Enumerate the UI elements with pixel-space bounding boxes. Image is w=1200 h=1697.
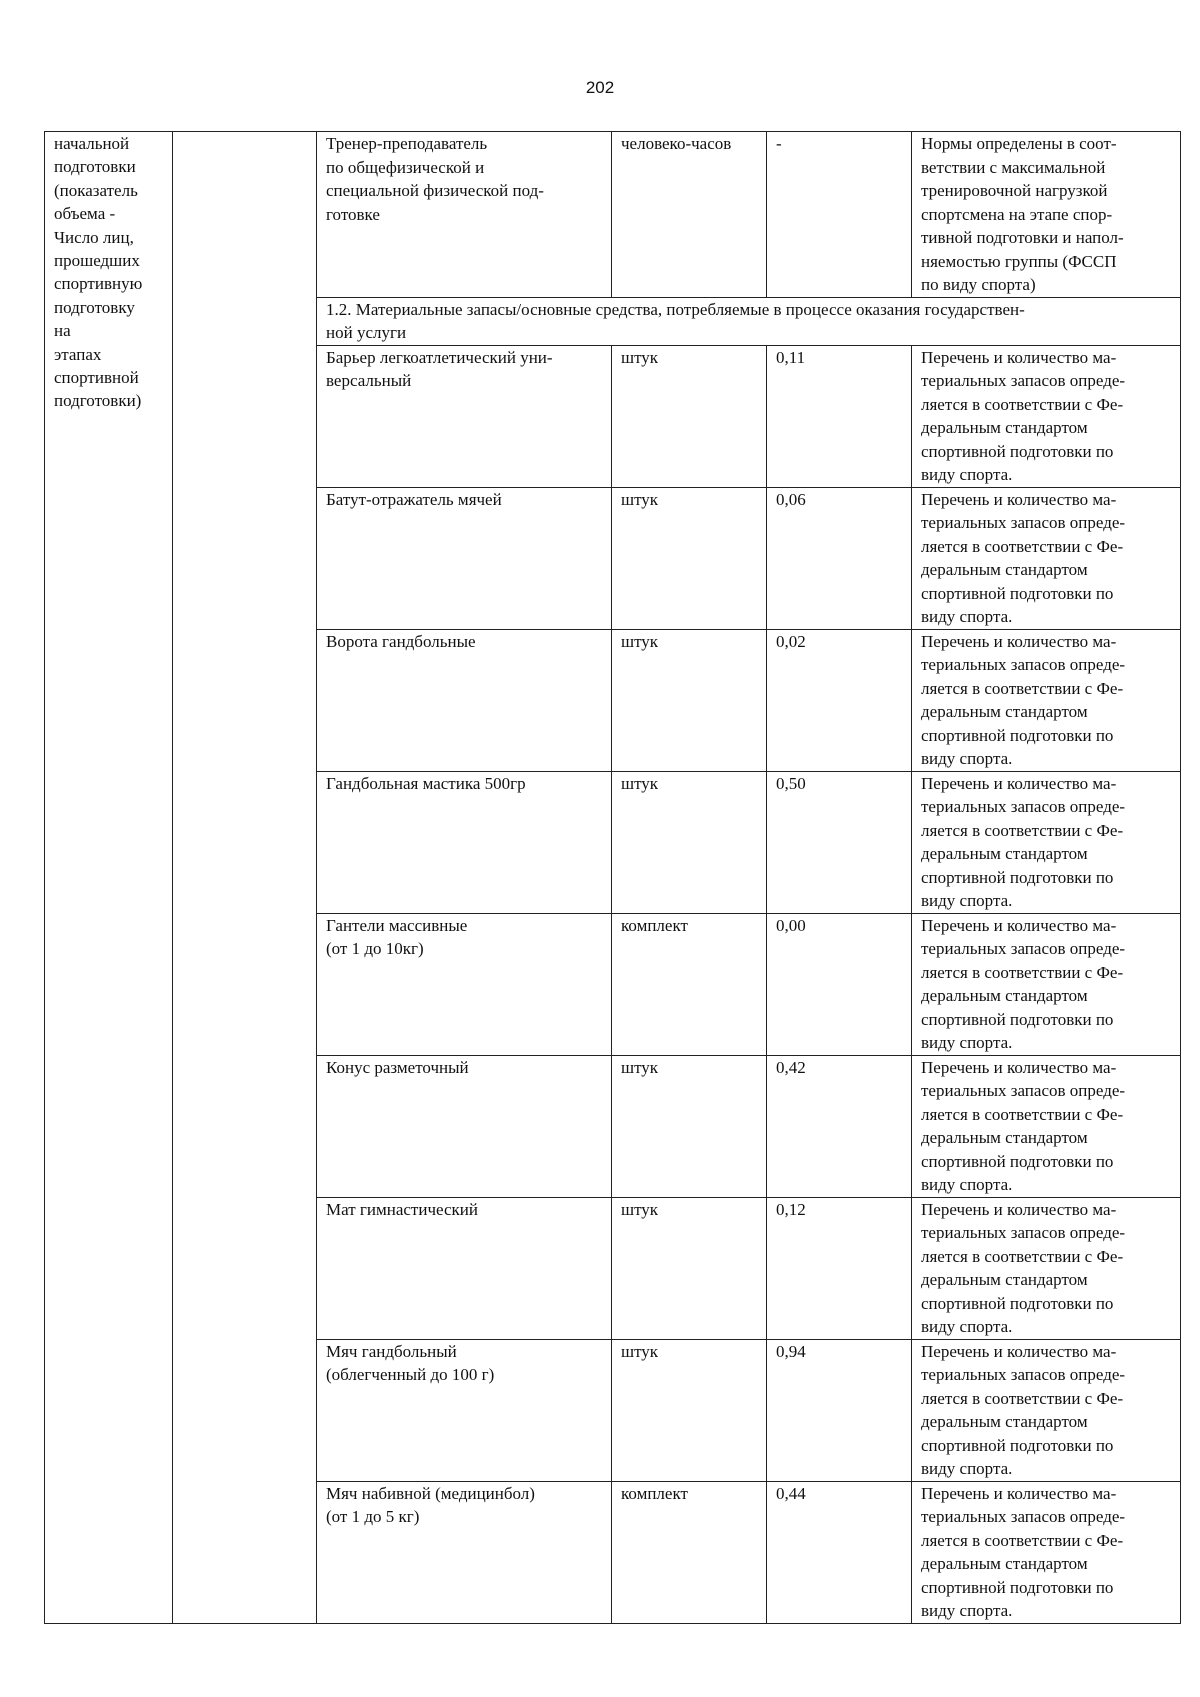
text-line: Мяч набивной (медицинбол): [326, 1483, 535, 1503]
text-line: спортивной подготовки по: [921, 583, 1114, 603]
text-line: Тренер-преподаватель: [326, 134, 488, 153]
unit-text: комплект: [621, 915, 688, 935]
text-line: Перечень и количество ма-: [921, 915, 1117, 935]
value-cell: [767, 1481, 912, 1623]
text-line: спортивную: [54, 274, 143, 294]
note-cell: [912, 1055, 1181, 1197]
text-line: спортивной подготовки по: [921, 1435, 1114, 1455]
text-line: виду спорта.: [921, 1601, 1013, 1620]
text-line: деральным стандартом: [921, 1554, 1088, 1573]
text-line: Ворота гандбольные: [326, 631, 476, 651]
note-cell: [912, 1339, 1181, 1481]
text-line: Число лиц,: [54, 227, 134, 247]
text-line: по общефизической и: [326, 157, 485, 177]
text-line: Перечень и количество ма-: [921, 1483, 1117, 1503]
value-cell: [767, 345, 912, 487]
text-line: Перечень и количество ма-: [921, 489, 1117, 509]
note-cell: [912, 132, 1181, 298]
text-line: ляется в соответствии с Фе-: [921, 1388, 1124, 1408]
text-line: виду спорта.: [921, 891, 1013, 910]
text-line: ляется в соответствии с Фе-: [921, 1104, 1124, 1124]
value-cell: [767, 487, 912, 629]
value-text: 0,12: [776, 1199, 806, 1219]
value-text: 0,94: [776, 1341, 806, 1361]
text-line: спортивной подготовки по: [921, 1293, 1114, 1313]
text-line: виду спорта.: [921, 749, 1013, 768]
text-line: спортивной подготовки по: [921, 725, 1114, 745]
text-line: териальных запасов опреде-: [921, 371, 1126, 390]
unit-cell: [612, 1055, 767, 1197]
unit-cell: [612, 345, 767, 487]
item-name-cell: [317, 771, 612, 913]
text-line: начальной: [54, 134, 130, 153]
unit-text: штук: [621, 631, 659, 651]
text-line: виду спорта.: [921, 465, 1013, 484]
note-cell: [912, 913, 1181, 1055]
unit-text: человеко-часов: [621, 134, 732, 153]
unit-cell: [612, 913, 767, 1055]
text-line: ляется в соответствии с Фе-: [921, 962, 1124, 982]
text-line: специальной физической под-: [326, 181, 544, 200]
unit-text: штук: [621, 347, 659, 367]
text-line: Конус разметочный: [326, 1057, 469, 1077]
service-indicator-cell: [45, 132, 173, 1624]
text-line: спортивной подготовки по: [921, 867, 1114, 887]
text-line: деральным стандартом: [921, 1128, 1088, 1147]
item-name-cell: [317, 1339, 612, 1481]
text-line: Барьер легкоатлетический уни-: [326, 347, 553, 367]
text-line: Перечень и количество ма-: [921, 1057, 1117, 1077]
item-name-cell: [317, 487, 612, 629]
text-line: виду спорта.: [921, 1175, 1013, 1194]
value-text: 0,50: [776, 773, 806, 793]
item-name-cell: [317, 629, 612, 771]
item-name-cell: [317, 913, 612, 1055]
text-line: деральным стандартом: [921, 560, 1088, 579]
text-line: няемостью группы (ФССП: [921, 251, 1117, 271]
note-cell: [912, 345, 1181, 487]
text-line: подготовку: [54, 297, 135, 317]
value-text: 0,44: [776, 1483, 806, 1503]
text-line: Перечень и количество ма-: [921, 1341, 1117, 1361]
value-text: 0,42: [776, 1057, 806, 1077]
text-line: ляется в соответствии с Фе-: [921, 394, 1124, 414]
note-cell: [912, 487, 1181, 629]
text-line: по виду спорта): [921, 275, 1036, 294]
empty-cell: [173, 132, 317, 1624]
text-line: деральным стандартом: [921, 418, 1088, 437]
item-name-cell: [317, 1055, 612, 1197]
text-line: подготовки): [54, 391, 142, 411]
text-line: Перечень и количество ма-: [921, 773, 1117, 793]
text-line: Нормы определены в соот-: [921, 134, 1117, 153]
text-line: деральным стандартом: [921, 844, 1088, 863]
text-line: Перечень и количество ма-: [921, 1199, 1117, 1219]
text-line: Гантели массивные: [326, 915, 468, 935]
norms-table: [44, 131, 1181, 1624]
value-cell: [767, 1339, 912, 1481]
unit-cell: [612, 1197, 767, 1339]
unit-cell: [612, 1339, 767, 1481]
value-text: 0,06: [776, 489, 806, 509]
text-line: ляется в соответствии с Фе-: [921, 536, 1124, 556]
text-line: на: [54, 321, 71, 341]
text-line: подготовки: [54, 157, 136, 177]
text-line: спортивной подготовки по: [921, 1009, 1114, 1029]
unit-cell: [612, 771, 767, 913]
text-line: Мяч гандбольный: [326, 1341, 457, 1361]
value-text: 0,11: [776, 347, 806, 367]
text-line: деральным стандартом: [921, 702, 1088, 721]
text-line: ветствии с максимальной: [921, 157, 1106, 177]
unit-text: штук: [621, 1199, 659, 1219]
unit-cell: [612, 487, 767, 629]
note-cell: [912, 629, 1181, 771]
text-line: тивной подготовки и напол-: [921, 228, 1124, 247]
text-line: (облегченный до 100 г): [326, 1365, 495, 1384]
text-line: деральным стандартом: [921, 986, 1088, 1005]
text-line: (показатель: [54, 180, 138, 200]
text-line: ляется в соответствии с Фе-: [921, 1246, 1124, 1266]
text-line: спортивной: [54, 368, 139, 388]
text-line: спортивной подготовки по: [921, 1151, 1114, 1171]
item-name-cell: [317, 1197, 612, 1339]
item-name-cell: [317, 132, 612, 298]
value-text: 0,02: [776, 631, 806, 651]
unit-text: штук: [621, 489, 659, 509]
text-line: териальных запасов опреде-: [921, 939, 1126, 958]
text-line: териальных запасов опреде-: [921, 655, 1126, 674]
value-text: -: [776, 134, 782, 153]
text-line: териальных запасов опреде-: [921, 1223, 1126, 1242]
unit-cell: [612, 629, 767, 771]
text-line: этапах: [54, 344, 102, 364]
text-line: териальных запасов опреде-: [921, 513, 1126, 532]
item-name-cell: [317, 1481, 612, 1623]
text-line: Перечень и количество ма-: [921, 631, 1117, 651]
text-line: готовке: [326, 204, 380, 224]
text-line: ляется в соответствии с Фе-: [921, 1530, 1124, 1550]
text-line: виду спорта.: [921, 1033, 1013, 1052]
note-cell: [912, 771, 1181, 913]
text-line: спортивной подготовки по: [921, 1577, 1114, 1597]
text-line: Гандбольная мастика 500гр: [326, 773, 526, 793]
text-line: объема -: [54, 204, 116, 224]
value-cell: [767, 913, 912, 1055]
table-row: [45, 132, 1181, 298]
unit-text: комплект: [621, 1483, 688, 1503]
text-line: териальных запасов опреде-: [921, 1081, 1126, 1100]
text-line: Батут-отражатель мячей: [326, 489, 502, 509]
text-line: виду спорта.: [921, 1317, 1013, 1336]
text-line: спортивной подготовки по: [921, 441, 1114, 461]
unit-text: штук: [621, 773, 659, 793]
value-cell: [767, 1055, 912, 1197]
text-line: деральным стандартом: [921, 1270, 1088, 1289]
text-line: тренировочной нагрузкой: [921, 181, 1108, 200]
text-line: ляется в соответствии с Фе-: [921, 820, 1124, 840]
value-cell: [767, 1197, 912, 1339]
text-line: спортсмена на этапе спор-: [921, 204, 1113, 224]
unit-cell: [612, 1481, 767, 1623]
value-cell: [767, 132, 912, 298]
text-line: деральным стандартом: [921, 1412, 1088, 1431]
text-line: 1.2. Материальные запасы/основные средства, потребляемые в процессе оказания государствен-: [326, 299, 1025, 319]
text-line: ляется в соответствии с Фе-: [921, 678, 1124, 698]
section-heading-cell: [317, 297, 1181, 345]
unit-cell: [612, 132, 767, 298]
text-line: Мат гимнастический: [326, 1199, 478, 1219]
unit-text: штук: [621, 1341, 659, 1361]
item-name-cell: [317, 345, 612, 487]
text-line: териальных запасов опреде-: [921, 1507, 1126, 1526]
page-number: 202: [585, 78, 615, 97]
text-line: ной услуги: [326, 323, 407, 342]
unit-text: штук: [621, 1057, 659, 1077]
text-line: виду спорта.: [921, 607, 1013, 626]
value-cell: [767, 629, 912, 771]
text-line: версальный: [326, 371, 412, 390]
note-cell: [912, 1481, 1181, 1623]
text-line: териальных запасов опреде-: [921, 1365, 1126, 1384]
value-text: 0,00: [776, 915, 806, 935]
text-line: териальных запасов опреде-: [921, 797, 1126, 816]
text-line: виду спорта.: [921, 1459, 1013, 1478]
text-line: (от 1 до 10кг): [326, 939, 424, 958]
text-line: Перечень и количество ма-: [921, 347, 1117, 367]
text-line: прошедших: [54, 251, 140, 271]
note-cell: [912, 1197, 1181, 1339]
text-line: (от 1 до 5 кг): [326, 1507, 420, 1526]
value-cell: [767, 771, 912, 913]
